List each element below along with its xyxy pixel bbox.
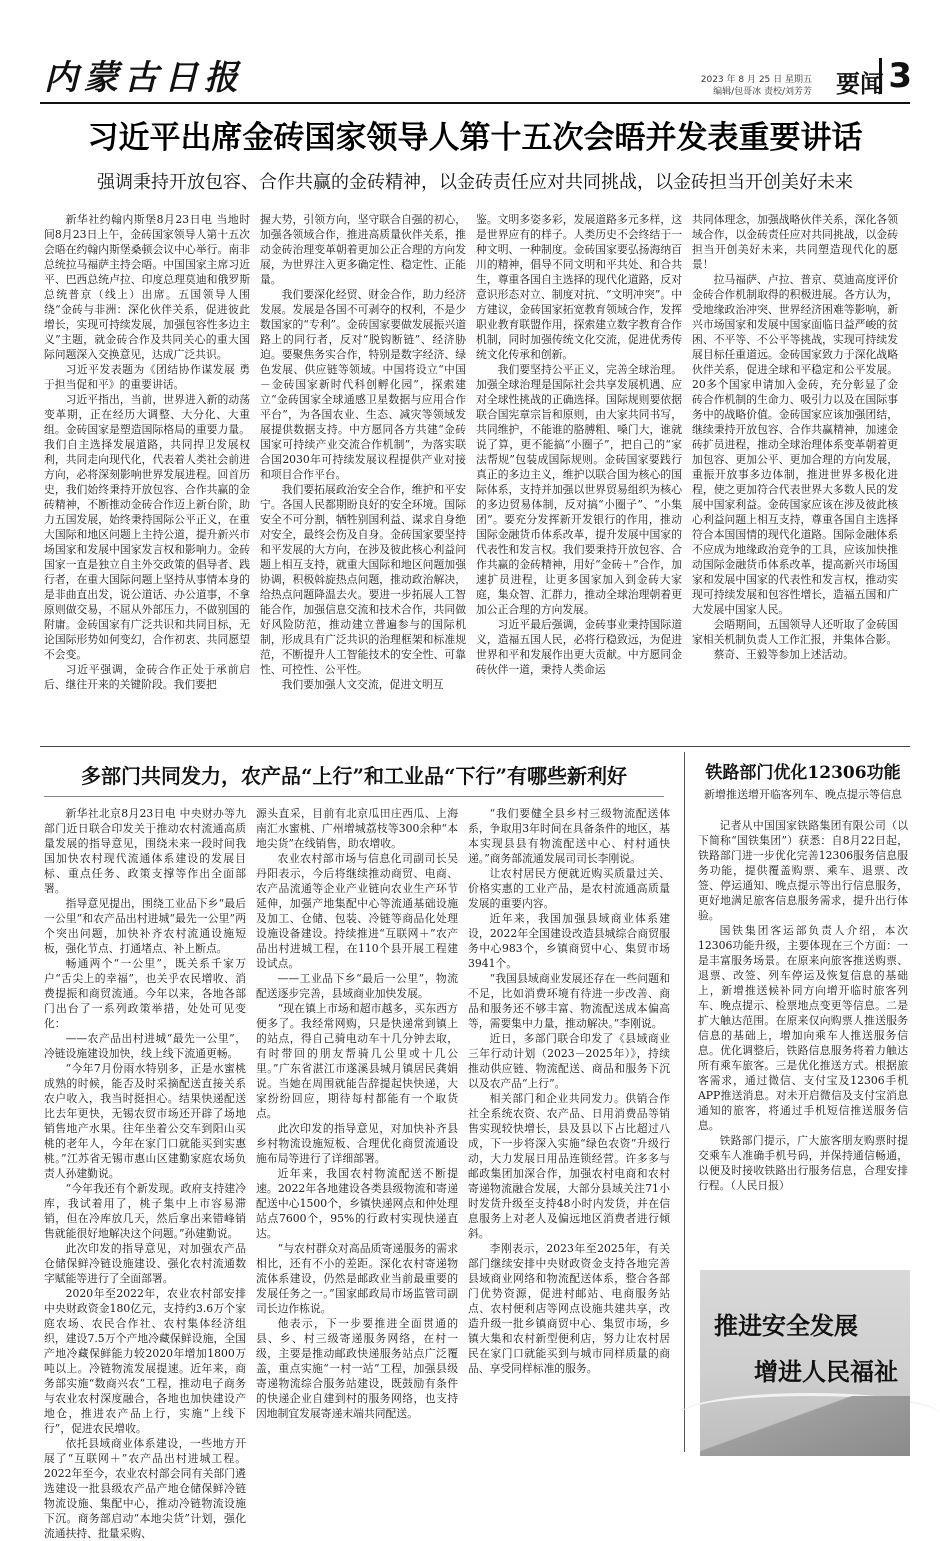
- paragraph: 近年来，我国农村物流配送不断提速。2022年各地建设各类县级物流和寄递配送中心1500个，乡镇快递网点和仲处理站点7600个，95%的行政村实现快递直达。: [256, 1167, 458, 1240]
- paragraph: 习近平最后强调，金砖事业秉持国际道义，造福五国人民，必将行稳致远，为促进世界和平和发展作出更大贡献。中方愿同金砖伙伴一道，秉持人类命运: [476, 618, 682, 676]
- second-column-3: [468, 806, 670, 1446]
- paragraph: 农业农村部市场与信息化司副司长吴丹阳表示，今后将继续推动商贸、电商、农产品流通等企业产业链向农业生产环节延伸，加强产地集配中心等流通基础设施及加工、仓储、包装、冷链等商品化处理设施设备建设。持续推进“互联网＋”农产品出村进城工程，在110个县开展工程建设试点。: [256, 852, 458, 970]
- paragraph: 我们要加强人文交流，促进文明互: [281, 678, 444, 691]
- paragraph: 依托县域商业体系建设，一些地方开展了“互联网＋”农产品出村进城工程。2022年至今，农业农村部会同有关部门遴选建设一批县级农产品产地仓储保鲜冷链物流设施、集配中心，推动冷链物流设施下沉。商务部启动“本地尖货”计划，强化流通扶持、批量采购、: [44, 1437, 246, 1540]
- paragraph: “与农村群众对高品质寄递服务的需求相比，还有不小的差距。深化农村寄递物流体系建设，仍然是邮政业当前最重要的发展任务之一。”国家邮政局市场监管司副司长边作栋说。: [256, 1242, 458, 1315]
- masthead-divider: [40, 102, 910, 104]
- paragraph: 此次印发的指导意见，对加强农产品仓储保鲜冷链设施建设、强化农村流通数字赋能等进行了全面部署。: [44, 1242, 246, 1285]
- paragraph: 让农村居民方便就近购买质量过关、价格实惠的工业产品，是农村流通高质量发展的重要内容。: [468, 867, 670, 910]
- second-headline: 多部门共同发力，农产品“上行”和工业品“下行”有哪些新利好: [80, 764, 627, 788]
- sidebar-headline: 铁路部门优化12306功能: [705, 763, 901, 783]
- paragraph: 李刚表示，2023年至2025年，有关部门继续安排中央财政资金支持各地完善县域商业网络和物流配送体系，整合各部门优势资源，促进村邮站、电商服务站点、农村便利店等网点设施共建共享，改造升级一批乡镇商贸中心、集贸市场，乡镇大集和农村新型便利店，努力让农村居民在家门口就能买到与城市同样质量的商品、享受同样标准的服务。: [468, 1242, 670, 1375]
- paragraph: 他表示，下一步要推进全面贯通的县、乡、村三级寄递服务网络，在村一级，主要是推动邮政快递服务站点广泛覆盖，重点实施“一村一站”工程，加强县级寄递物流综合服务站建设，既鼓励有条件的快递企业自建到村的服务网络，也支持因地制宜发展寄递末端共同配送。: [256, 1317, 458, 1420]
- newspaper-name: 内蒙古日报: [44, 58, 244, 98]
- paragraph: 我们要拓展政治安全合作，维护和平安宁。各国人民都期盼良好的安全环境。国际安全不可分割，牺牲别国利益、谋求自身绝对安全，最终会伤及自身。金砖国家要坚持和平发展的大方向，在涉及彼此核心利益问题上相互支持，就重大国际和地区问题加强协调，积极斡旋热点问题，推动政治解决，给热点问题降温去火。要进一步拓展人工智能合作，加强信息交流和技术合作，共同做好风险防范，推动建立普遍参与的国际机制，形成具有广泛共识的治理框架和标准规范，不断提升人工智能技术的安全性、可靠性、可控性、公平性。: [260, 483, 466, 676]
- paragraph: 我们要深化经贸、财金合作，助力经济发展。发展是各国不可剥夺的权利，不是少数国家的“专利”。金砖国家要做发展振兴道路上的同行者，反对“脱钩断链”、经济胁迫。要聚焦务实合作，特别是数字经济、绿色发展、供应链等领域。中国将设立“中国－金砖国家新时代科创孵化园”，探索建立“金砖国家全球通感卫星数据与应用合作平台”，为各国农业、生态、减灾等领域发展提供数据支持。中方愿同各方共建“金砖国家可持续产业交流合作机制”，为落实联合国2030年可持续发展议程提供产业对接和项目合作平台。: [260, 288, 466, 481]
- section-label: 要闻: [836, 70, 884, 98]
- lead-column-1: [44, 212, 250, 740]
- paragraph: 2020年至2022年，农业农村部安排中央财政资金180亿元，支持约3.6万个家庭农场、农民合作社、农村集体经济组织，建设7.5万个产地冷藏保鲜设施，全国产地冷藏保鲜能力较2020年增加1800万吨以上。冷链物流发展提速。近年来，商务部实施“数商兴农”工程，推动电子商务与农业农村深度融合，各地也加快建设产地仓，推进农产品上行，实施“上线下行”，促进农民增收。: [44, 1287, 246, 1435]
- lead-headline: 习近平出席金砖国家领导人第十五次会晤并发表重要讲话: [87, 120, 863, 156]
- second-column-2: [256, 806, 458, 1446]
- promo-landscape-decoration: [700, 1396, 910, 1456]
- paragraph: 鉴。文明多姿多彩，发展道路多元多样，这是世界应有的样子。人类历史不会终结于一种文明、一种制度。金砖国家要弘扬海纳百川的精神，倡导不同文明和平共处、和合共生，尊重各国自主选择的现代化道路，反对意识形态对立、制度对抗、“文明冲突”。中方建议，金砖国家拓宽教育领域合作，发挥职业教育联盟作用，探索建立数字教育合作机制，同时加强传统文化交流，促进优秀传统文化传承和创新。: [476, 213, 682, 361]
- second-headline-rule: [44, 796, 664, 797]
- paragraph: 近年来，我国加强县域商业体系建设，2022年全国建设改造县城综合商贸服务中心983个，乡镇商贸中心、集贸市场3941个。: [468, 912, 670, 970]
- paragraph: 习近平发表题为《团结协作谋发展 勇于担当促和平》的重要讲话。: [44, 363, 250, 391]
- paragraph: 握大势，引领方向，坚守联合自强的初心，加强各领域合作，推进高质量伙伴关系，推动金砖治理变革朝着更加公正合理的方向发展，为世界注入更多确定性、稳定性、正能量。: [260, 213, 466, 286]
- paragraph: 铁路部门提示，广大旅客朋友购票时提交乘车人准确手机号码，并保持通信畅通，以便及时接收铁路出行服务信息，合理安排行程。（人民日报）: [698, 1134, 908, 1192]
- paragraph: ——工业品下乡“最后一公里”，物流配送逐步完善，县域商业加快发展。: [256, 972, 458, 1000]
- paragraph: 近日，多部门联合印发了《县域商业三年行动计划（2023－2025年）》，持续推动供应链、物流配送、商品和服务下沉以及农产品“上行”。: [468, 1032, 670, 1090]
- paragraph: “现在镇上市场和超市越多，买东西方便多了。我经常网购，只是快递常到镇上的站点，得自己骑电动车十几分钟去取，有时带回的朋友帮骑几公里或十几公里。”广东省湛江市遂溪县城月镇居民龚娟说。当她在周围就能告辞提起快快递，大家纷纷回应，期待每村都能有一个取货点。: [256, 1002, 458, 1120]
- paragraph: 此次印发的指导意见，对加快补齐县乡村物流设施短板、合理优化商贸流通设施布局等进行了详细部署。: [256, 1122, 458, 1165]
- paragraph: 习近平强调，金砖合作正处于承前启后、继往开来的关键阶段。我们要把: [44, 663, 250, 691]
- second-column-1: [44, 806, 246, 1540]
- lead-column-3: [476, 212, 682, 740]
- promo-slogan-line-2: 增进人民福祉: [754, 1357, 898, 1386]
- paragraph: 新华社约翰内斯堡8月23日电 当地时间8月23日上午，金砖国家领导人第十五次会晤在约翰内斯堡桑顿会议中心举行。南非总统拉马福萨主持会晤。中国国家主席习近平、巴西总统卢拉、印度总理莫迪和俄罗斯总统普京（线上）出席。五国领导人围绕“金砖与非洲：深化伙伴关系，促进彼此增长，实现可持续发展，加强包容性多边主义”主题，就金砖合作及共同关心的重大国际问题深入交换意见，达成广泛共识。: [44, 213, 250, 361]
- paragraph: 新华社北京8月23日电 中央财办等九部门近日联合印发关于推动农村流通高质量发展的指导意见，围绕未来一段时间我国加快农村现代流通体系建设的发展目标、重点任务、政策支撑等作出全面部署。: [44, 807, 246, 895]
- lead-article-body: [44, 212, 906, 740]
- paragraph: “我们要健全县乡村三级物流配送体系，争取用3年时间在具备条件的地区，基本实现县县有物流配送中心、村村通快递。”商务部流通发展司司长李刚说。: [468, 807, 670, 865]
- promo-slogan-line-1: 推进安全发展: [714, 1311, 858, 1340]
- promo-banner: [700, 1270, 910, 1456]
- lead-column-2: [260, 212, 466, 740]
- paragraph: 会晤期间，五国领导人还听取了金砖国家相关机制负责人工作汇报，并集体合影。: [692, 618, 898, 646]
- paragraph: 习近平指出，当前，世界进入新的动荡变革期，正在经历大调整、大分化、大重组。金砖国家是塑造国际格局的重要力量。我们自主选择发展道路，共同捍卫发展权利，共同走向现代化，代表着人类社会前进方向，必将深刻影响世界发展进程。回首历史，我们始终秉持开放包容、合作共赢的金砖精神，不断推动金砖合作迈上新台阶，助力五国发展，始终秉持国际公平正义，在重大国际和地区问题上主持公道，提升新兴市场国家和发展中国家发言权和影响力。金砖国家一直是独立自主外交政策的倡导者、践行者，在重大国际问题上坚持从事情本身的是非曲直出发，说公道话、办公道事，不拿原则做交易，不屈从外部压力，不做别国的附庸。金砖国家有广泛共识和共同目标，无论国际形势如何变幻，合作初衷、共同愿望不会变。: [44, 393, 250, 661]
- paragraph: 指导意见提出，围绕工业品下乡“最后一公里”和农产品出村进城“最先一公里”两个突出问题，加快补齐农村流通设施短板，强化节点、打通堵点、补上断点。: [44, 897, 246, 955]
- paragraph: 蔡奇、王毅等参加上述活动。: [713, 648, 854, 661]
- section-divider: [40, 746, 910, 747]
- paragraph: “今年7月份雨水特别多，正是水蜜桃成熟的时候，能否及时采摘配送直接关系农户收入，我当时挺担心。结果快递配送比去年更快，无锡农贸市场还开辟了场地销售地产水果。往年坐着公交车到阳山买桃的老年人，今年在家门口就能买到实惠桃。”江苏省无锡市惠山区建勤家庭农场负责人孙建勤说。: [44, 1062, 246, 1180]
- sidebar-article-body: [698, 818, 908, 1238]
- paragraph: ——农产品出村进城“最先一公里”，冷链设施建设加快，线上线下流通更畅。: [44, 1032, 246, 1060]
- paragraph: 拉马福萨、卢拉、普京、莫迪高度评价金砖合作机制取得的积极进展。各方认为，受地缘政治冲突、世界经济困难等影响，新兴市场国家和发展中国家面临日益严峻的贫困、不平等、不公平等挑战，实现可持续发展目标任重道远。金砖国家致力于深化战略伙伴关系，促进全球和平稳定和公平发展。20多个国家申请加入金砖，充分彰显了金砖合作机制的生命力、吸引力以及在国际事务中的战略价值。金砖国家应该加强团结，继续秉持开放包容、合作共赢精神，加速金砖扩员进程，推动全球治理体系变革朝着更加包容、更加公平、更加合理的方向发展，重振开放事多边体制，推进世界多极化进程，使之更加符合代表世界大多数人民的发展中国家利益。金砖国家应该在涉及彼此核心利益问题上相互支持，尊重各国自主选择符合本国国情的现代化道路。国际金融体系不应成为地缘政治竞争的工具，应该加快推动国际金融货币体系改革，提高新兴市场国家和发展中国家的代表性和发言权，推动实现可持续发展和包容性增长，造福五国和广大发展中国家人民。: [692, 273, 898, 616]
- issue-date: 2023 年 8 月 25 日 星期五: [700, 75, 812, 85]
- lead-subheadline: 强调秉持开放包容、合作共赢的金砖精神，以金砖责任应对共同挑战，以金砖担当开创美好未来: [97, 172, 853, 193]
- issue-info: [612, 74, 812, 98]
- paragraph: 国铁集团客运部负责人介绍，本次12306功能升级，主要体现在三个方面：一是丰富服务场景。在原来向旅客推送购票、退票、改签、列车停运及恢复信息的基础上，新增推送候补同方向增开临时旅客列车、晚点提示、检票地点变更等信息。二是扩大触达范围。在原来仅向购票人推送服务信息的基础上，增加向乘车人推送服务信息。优化调整后，铁路信息服务将着力触达所有乘车旅客。三是优化推送方式。根据旅客需求，通过微信、支付宝及12306手机APP推送消息。对未开启微信及支付宝消息通知的旅客，将通过手机短信推送服务信息。: [698, 924, 908, 1132]
- paragraph: 畅通两个“一公里”，既关系千家万户“舌尖上的幸福”，也关乎农民增收、消费提振和商贸流通。今年以来，各地各部门出台了一系列政策举措，处处可见变化：: [44, 957, 246, 1030]
- paragraph: 记者从中国国家铁路集团有限公司（以下简称“国铁集团”）获悉：自8月22日起，铁路部门进一步优化完善12306服务信息服务功能，提供覆盖购票、乘车、退票、改签、停运通知、晚点提示等出行信息服务，更好地满足旅客信息服务需求，提升出行体验。: [698, 819, 908, 922]
- page-number: 3: [879, 58, 912, 94]
- paragraph: 源头直采，目前有北京瓜田庄西瓜、上海南汇水蜜桃、广州增城荔枝等300余种“本地尖货”在线销售，助农增收。: [256, 807, 458, 850]
- paragraph: 共同体理念，加强战略伙伴关系，深化各领域合作，以金砖责任应对共同挑战，以金砖担当开创美好未来，共同塑造现代化的愿景！: [692, 213, 898, 271]
- sidebar-divider: [684, 752, 685, 1452]
- lead-column-4: [692, 212, 898, 740]
- paragraph: 相关部门和企业共同发力。供销合作社全系统农资、农产品、日用消费品等销售实现较快增长，县及县以下占比超过八成，下一步将深入实施“绿色农资”升级行动，大力发展日用品连锁经营。许多多与邮政集团加深合作，加强农村电商和农村寄递物流融合发展，大部分县域关注71小时发货升级至支持48小时内发货，并在信息服务上对老人及偏远地区消费者进行倾斜。: [468, 1092, 670, 1240]
- issue-editors: 编辑/包哥冰 责校/刘芳芳: [713, 87, 812, 97]
- paragraph: “我国县域商业发展还存在一些问题和不足，比如消费环境有待进一步改善、商品和服务还不够丰富、物流配送成本偏高等，需要集中力量，推动解决。”李刚说。: [468, 972, 670, 1030]
- paragraph: 我们要坚持公平正义，完善全球治理。加强全球治理是国际社会共享发展机遇、应对全球性挑战的正确选择。国际规则要依据联合国宪章宗旨和原则，由大家共同书写，共同维护，不能谁的胳膊粗、嗓门大，谁就说了算，更不能搞“小圈子”，把自己的“家法帮规”包装成国际规则。金砖国家要践行真正的多边主义，维护以联合国为核心的国际体系，支持并加强以世界贸易组织为核心的多边贸易体制，反对搞“小圈子”、“小集团”。要充分发挥新开发银行的作用，推动国际金融货币体系改革，提升发展中国家的代表性和发言权。我们要秉持开放包容、合作共赢的金砖精神，用好“金砖＋”合作，加速扩员进程，让更多国家加入到金砖大家庭，集众智、汇群力，推动全球治理朝着更加公正合理的方向发展。: [476, 363, 682, 616]
- masthead: [0, 0, 940, 104]
- second-article-body: [44, 806, 670, 1540]
- sidebar-subheadline: 新增推送增开临客列车、晚点提示等信息: [704, 788, 902, 801]
- paragraph: “今年我还有个新发现。政府支持建冷库，我试着用了，桃子集中上市容易滞销，但在冷库放几天，然后拿出来错峰销售就能很好地解决这个问题。”孙建勤说。: [44, 1182, 246, 1240]
